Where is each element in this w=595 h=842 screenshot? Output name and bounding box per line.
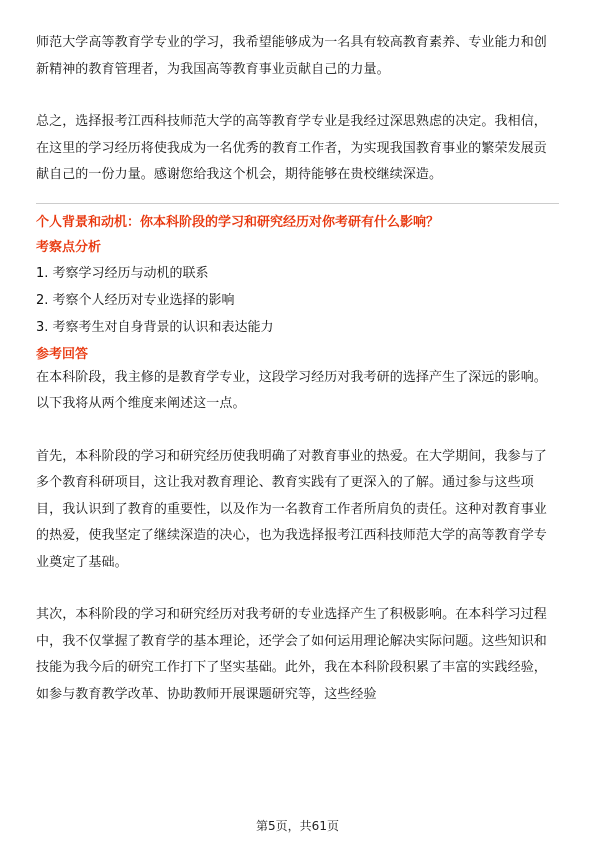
list-item: 2. 考察个人经历对专业选择的影响 [36,292,235,308]
page-number: 第5页，共61页 [256,819,339,833]
list-item: 3. 考察考生对自身背景的认识和表达能力 [36,319,274,335]
paragraph-continuation: 师范大学高等教育学专业的学习，我希望能够成为一名具有较高教育素养、专业能力和创新精神的教育管理者，为我国高等教育事业贡献自己的力量。 [36,35,547,77]
list-item: 1. 考察学习经历与动机的联系 [36,265,209,281]
page-content [36,30,559,708]
paragraph-gap [36,576,559,602]
answer-paragraph-intro: 在本科阶段，我主修的是教育学专业，这段学习经历对我考研的选择产生了深远的影响。以下我将从两个维度来阐述这一点。 [36,369,547,411]
answer-paragraph-first: 首先，本科阶段的学习和研究经历使我明确了对教育事业的热爱。在大学期间，我参与了多个教育科研项目，这让我对教育理论、教育实践有了更深入的了解。通过参与这些项目，我认识到了教育的重要性，以及作为一名教育工作者所肩负的责任。这种对教育事业的热爱，使我坚定了继续深造的决心，也为我选择报考江西科技师范大学的高等教育学专业奠定了基础。 [36,448,547,570]
paragraph-gap [36,83,559,109]
analysis-heading: 考察点分析 [36,239,102,255]
paragraph-conclusion: 总之，选择报考江西科技师范大学的高等教育学专业是我经过深思熟虑的决定。我相信，在这里的学习经历将使我成为一名优秀的教育工作者，为实现我国教育事业的繁荣发展贡献自己的一份力量。感谢您给我这个机会，期待能够在贵校继续深造。 [36,114,547,182]
paragraph-gap [36,418,559,444]
section-divider [36,203,559,204]
analysis-list [36,260,559,341]
question-title: 个人背景和动机：你本科阶段的学习和研究经历对你考研有什么影响？ [36,214,440,230]
answer-heading: 参考回答 [36,346,89,362]
answer-paragraph-second: 其次，本科阶段的学习和研究经历对我考研的专业选择产生了积极影响。在本科学习过程中，我不仅掌握了教育学的基本理论，还学会了如何运用理论解决实际问题。这些知识和技能为我今后的研究工作打下了坚实基础。此外，我在本科阶段积累了丰富的实践经验，如参与教育教学改革、协助教师开展课题研究等，这些经验 [36,607,547,702]
